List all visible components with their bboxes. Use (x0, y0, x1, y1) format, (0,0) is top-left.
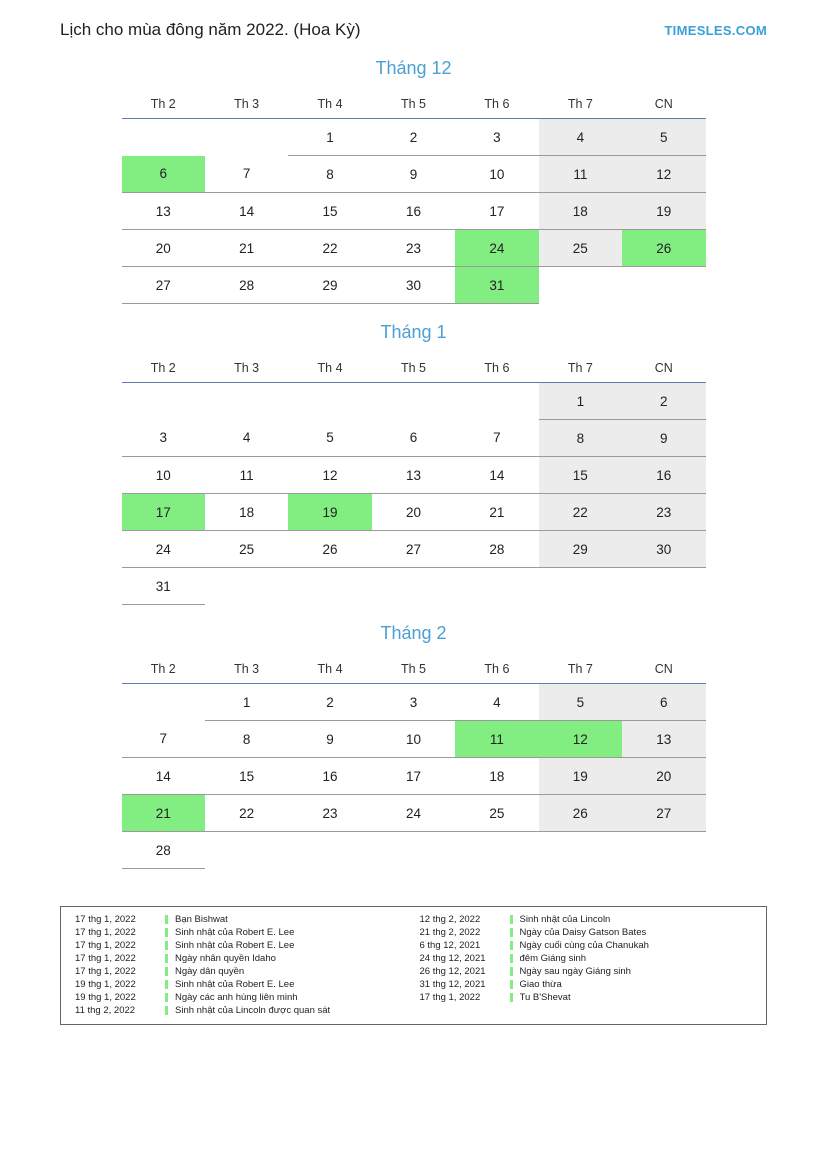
legend-item-date: 19 thg 1, 2022 (75, 979, 136, 990)
legend-item-date: 17 thg 1, 2022 (75, 966, 136, 977)
week-row (122, 795, 706, 832)
empty-cell (288, 383, 371, 420)
day-cell[interactable]: 19 (539, 758, 622, 795)
day-cell[interactable]: 24 (122, 531, 205, 568)
day-cell[interactable]: 31 (455, 267, 538, 304)
day-cell[interactable]: 8 (288, 156, 371, 193)
day-cell[interactable]: 4 (539, 119, 622, 156)
day-cell[interactable]: 15 (288, 193, 371, 230)
legend-item (69, 913, 414, 926)
legend-color-swatch (510, 980, 513, 989)
month-title: Tháng 1 (380, 322, 447, 342)
legend-item (69, 952, 414, 965)
day-cell[interactable]: 13 (622, 721, 705, 758)
day-cell[interactable]: 29 (288, 267, 371, 304)
day-cell[interactable]: 16 (372, 193, 455, 230)
legend-color-swatch (510, 993, 513, 1002)
empty-cell (539, 832, 622, 869)
legend-item-name: Bạn Bishwat (175, 914, 228, 925)
empty-cell (622, 832, 705, 869)
legend-color-swatch (165, 980, 168, 989)
legend-item-name: Sinh nhật của Lincoln (519, 914, 611, 925)
legend-item-name: Ngày cuối cùng của Chanukah (519, 940, 649, 951)
legend-item-date: 12 thg 2, 2022 (419, 914, 481, 925)
week-row (122, 119, 706, 156)
day-cell[interactable]: 26 (622, 230, 705, 267)
legend-item-date: 26 thg 12, 2021 (419, 966, 486, 977)
empty-cell (122, 383, 205, 420)
day-cell[interactable]: 2 (622, 383, 705, 420)
day-cell[interactable]: 26 (288, 531, 371, 568)
weekday-header: Th 7 (539, 658, 622, 684)
weekday-header: CN (622, 93, 705, 119)
legend-item-date: 21 thg 2, 2022 (419, 927, 481, 938)
day-cell[interactable]: 17 (372, 758, 455, 795)
day-cell[interactable]: 6 (122, 156, 205, 193)
legend-color-swatch (165, 928, 168, 937)
legend-item-name: Ngày của Daisy Gatson Bates (519, 927, 647, 938)
empty-cell (122, 684, 205, 721)
day-cell[interactable]: 16 (622, 457, 705, 494)
holiday-legend (60, 906, 767, 1025)
legend-item-date: 6 thg 12, 2021 (419, 940, 481, 951)
day-cell[interactable]: 23 (288, 795, 371, 832)
legend-color-swatch (165, 967, 168, 976)
weekday-header: Th 3 (205, 93, 288, 119)
day-cell[interactable]: 10 (122, 457, 205, 494)
week-row (122, 383, 706, 420)
legend-item-date: 17 thg 1, 2022 (75, 953, 136, 964)
week-row (122, 758, 706, 795)
legend-color-swatch (510, 967, 513, 976)
day-cell[interactable]: 23 (622, 494, 705, 531)
day-cell[interactable]: 30 (622, 531, 705, 568)
weekday-header: Th 4 (288, 93, 371, 119)
day-cell[interactable]: 17 (122, 494, 205, 531)
month-table (122, 93, 706, 304)
day-cell[interactable]: 20 (372, 494, 455, 531)
legend-color-swatch (165, 941, 168, 950)
day-cell[interactable]: 2 (288, 684, 371, 721)
empty-cell (372, 568, 455, 605)
months-container (0, 58, 827, 869)
day-cell[interactable]: 11 (539, 156, 622, 193)
month-block (0, 58, 827, 304)
week-row (122, 156, 706, 193)
legend-column-left (69, 913, 414, 1017)
day-cell[interactable]: 15 (539, 457, 622, 494)
empty-cell (622, 568, 705, 605)
week-row (122, 721, 706, 758)
legend-item (69, 1004, 414, 1017)
day-cell[interactable]: 12 (288, 457, 371, 494)
legend-item (414, 939, 759, 952)
legend-item (414, 926, 759, 939)
day-cell[interactable]: 21 (455, 494, 538, 531)
weekday-header: Th 3 (205, 658, 288, 684)
empty-cell (622, 267, 705, 304)
day-cell[interactable]: 1 (288, 119, 371, 156)
day-cell[interactable]: 24 (372, 795, 455, 832)
day-cell[interactable]: 14 (122, 758, 205, 795)
day-cell[interactable]: 8 (205, 721, 288, 758)
legend-item (414, 991, 759, 1004)
week-row (122, 230, 706, 267)
weekday-header: Th 5 (372, 658, 455, 684)
legend-item (69, 926, 414, 939)
legend-item-date: 17 thg 1, 2022 (75, 914, 136, 925)
legend-item-date: 31 thg 12, 2021 (419, 979, 486, 990)
empty-cell (455, 383, 538, 420)
legend-item-name: Sinh nhật của Robert E. Lee (175, 940, 295, 951)
legend-item (69, 939, 414, 952)
weekday-header: Th 5 (372, 93, 455, 119)
day-cell[interactable]: 29 (539, 531, 622, 568)
weekday-header: Th 5 (372, 357, 455, 383)
day-cell[interactable]: 7 (205, 156, 288, 193)
legend-item-name: Sinh nhật của Robert E. Lee (175, 979, 295, 990)
legend-item-date: 19 thg 1, 2022 (75, 992, 136, 1003)
legend-color-swatch (510, 928, 513, 937)
weekday-header: Th 6 (455, 658, 538, 684)
day-cell[interactable]: 15 (205, 758, 288, 795)
day-cell[interactable]: 9 (372, 156, 455, 193)
legend-item-name: Sinh nhật của Robert E. Lee (175, 927, 295, 938)
legend-color-swatch (165, 1006, 168, 1015)
week-row (122, 193, 706, 230)
week-row (122, 267, 706, 304)
day-cell[interactable]: 4 (455, 684, 538, 721)
day-cell[interactable]: 14 (455, 457, 538, 494)
legend-item-date: 11 thg 2, 2022 (75, 1005, 136, 1016)
empty-cell (455, 832, 538, 869)
weekday-header: Th 7 (539, 93, 622, 119)
legend-item-name: Giao thừa (519, 979, 562, 990)
day-cell[interactable]: 3 (455, 119, 538, 156)
weekday-header: Th 4 (288, 357, 371, 383)
weekday-header-row (122, 357, 706, 383)
day-cell[interactable]: 21 (122, 795, 205, 832)
day-cell[interactable]: 11 (455, 721, 538, 758)
legend-color-swatch (165, 915, 168, 924)
day-cell[interactable]: 22 (205, 795, 288, 832)
day-cell[interactable]: 13 (372, 457, 455, 494)
legend-item (69, 978, 414, 991)
month-title: Tháng 2 (380, 623, 447, 643)
month-block (0, 322, 827, 605)
day-cell[interactable]: 21 (205, 230, 288, 267)
day-cell[interactable]: 10 (372, 721, 455, 758)
day-cell[interactable]: 9 (288, 721, 371, 758)
day-cell[interactable]: 27 (622, 795, 705, 832)
legend-item-name: Ngày các anh hùng liên minh (175, 992, 298, 1003)
weekday-header-row (122, 93, 706, 119)
empty-cell (288, 832, 371, 869)
weekday-header-row (122, 658, 706, 684)
day-cell[interactable]: 31 (122, 568, 205, 605)
empty-cell (455, 568, 538, 605)
day-cell[interactable]: 7 (455, 420, 538, 457)
legend-item-name: Ngày dân quyền (175, 966, 245, 977)
day-cell[interactable]: 28 (455, 531, 538, 568)
day-cell[interactable]: 24 (455, 230, 538, 267)
week-row (122, 494, 706, 531)
day-cell[interactable]: 19 (288, 494, 371, 531)
day-cell[interactable]: 3 (372, 684, 455, 721)
weekday-header: Th 2 (122, 357, 205, 383)
day-cell[interactable]: 6 (372, 420, 455, 457)
month-title: Tháng 12 (375, 58, 452, 78)
day-cell[interactable]: 19 (622, 193, 705, 230)
legend-item (414, 952, 759, 965)
day-cell[interactable]: 4 (205, 420, 288, 457)
weekday-header: Th 2 (122, 93, 205, 119)
day-cell[interactable]: 22 (539, 494, 622, 531)
weekday-header: Th 4 (288, 658, 371, 684)
day-cell[interactable]: 2 (372, 119, 455, 156)
empty-cell (539, 267, 622, 304)
day-cell[interactable]: 1 (205, 684, 288, 721)
day-cell[interactable]: 20 (122, 230, 205, 267)
day-cell[interactable]: 27 (372, 531, 455, 568)
day-cell[interactable]: 7 (122, 721, 205, 758)
legend-color-swatch (165, 993, 168, 1002)
empty-cell (205, 832, 288, 869)
month-block (0, 623, 827, 869)
legend-item (414, 965, 759, 978)
legend-item-date: 17 thg 1, 2022 (75, 940, 136, 951)
day-cell[interactable]: 5 (539, 684, 622, 721)
day-cell[interactable]: 14 (205, 193, 288, 230)
legend-item-date: 17 thg 1, 2022 (75, 927, 136, 938)
day-cell[interactable]: 11 (205, 457, 288, 494)
week-row (122, 832, 706, 869)
day-cell[interactable]: 1 (539, 383, 622, 420)
day-cell[interactable]: 3 (122, 420, 205, 457)
weekday-header: Th 2 (122, 658, 205, 684)
legend-column-right (414, 913, 759, 1017)
legend-item-name: Tu B'Shevat (519, 992, 571, 1003)
day-cell[interactable]: 6 (622, 684, 705, 721)
empty-cell (122, 119, 205, 156)
day-cell[interactable]: 5 (288, 420, 371, 457)
day-cell[interactable]: 23 (372, 230, 455, 267)
legend-color-swatch (510, 915, 513, 924)
day-cell[interactable]: 12 (539, 721, 622, 758)
legend-color-swatch (510, 941, 513, 950)
legend-item (414, 978, 759, 991)
legend-item-name: Sinh nhật của Lincoln được quan sát (175, 1005, 331, 1016)
week-row (122, 568, 706, 605)
day-cell[interactable]: 18 (539, 193, 622, 230)
day-cell[interactable]: 5 (622, 119, 705, 156)
day-cell[interactable]: 9 (622, 420, 705, 457)
weekday-header: CN (622, 658, 705, 684)
weekday-header: CN (622, 357, 705, 383)
day-cell[interactable]: 18 (205, 494, 288, 531)
week-row (122, 420, 706, 457)
empty-cell (288, 568, 371, 605)
day-cell[interactable]: 25 (205, 531, 288, 568)
day-cell[interactable]: 30 (372, 267, 455, 304)
day-cell[interactable]: 16 (288, 758, 371, 795)
legend-item-name: Ngày sau ngày Giáng sinh (519, 966, 631, 977)
day-cell[interactable]: 20 (622, 758, 705, 795)
legend-item-date: 24 thg 12, 2021 (419, 953, 486, 964)
legend-item-name: đêm Giáng sinh (519, 953, 587, 964)
empty-cell (205, 383, 288, 420)
day-cell[interactable]: 22 (288, 230, 371, 267)
weekday-header: Th 3 (205, 357, 288, 383)
legend-item (414, 913, 759, 926)
empty-cell (205, 119, 288, 156)
page-title: Lịch cho mùa đông năm 2022. (Hoa Kỳ) (60, 20, 361, 39)
week-row (122, 457, 706, 494)
legend-item-date: 17 thg 1, 2022 (419, 992, 481, 1003)
site-brand: TIMESLES.COM (664, 23, 767, 38)
day-cell[interactable]: 13 (122, 193, 205, 230)
legend-color-swatch (165, 954, 168, 963)
month-table (122, 658, 706, 869)
day-cell[interactable]: 28 (205, 267, 288, 304)
legend-item (69, 991, 414, 1004)
day-cell[interactable]: 27 (122, 267, 205, 304)
day-cell[interactable]: 8 (539, 420, 622, 457)
empty-cell (372, 383, 455, 420)
weekday-header: Th 7 (539, 357, 622, 383)
page-header (0, 0, 827, 40)
empty-cell (372, 832, 455, 869)
legend-item (69, 965, 414, 978)
weekday-header: Th 6 (455, 93, 538, 119)
day-cell[interactable]: 17 (455, 193, 538, 230)
month-table (122, 357, 706, 605)
day-cell[interactable]: 25 (539, 230, 622, 267)
day-cell[interactable]: 10 (455, 156, 538, 193)
weekday-header: Th 6 (455, 357, 538, 383)
day-cell[interactable]: 28 (122, 832, 205, 869)
week-row (122, 531, 706, 568)
day-cell[interactable]: 26 (539, 795, 622, 832)
legend-color-swatch (510, 954, 513, 963)
empty-cell (539, 568, 622, 605)
week-row (122, 684, 706, 721)
legend-item-name: Ngày nhân quyền Idaho (175, 953, 276, 964)
day-cell[interactable]: 18 (455, 758, 538, 795)
day-cell[interactable]: 12 (622, 156, 705, 193)
day-cell[interactable]: 25 (455, 795, 538, 832)
empty-cell (205, 568, 288, 605)
